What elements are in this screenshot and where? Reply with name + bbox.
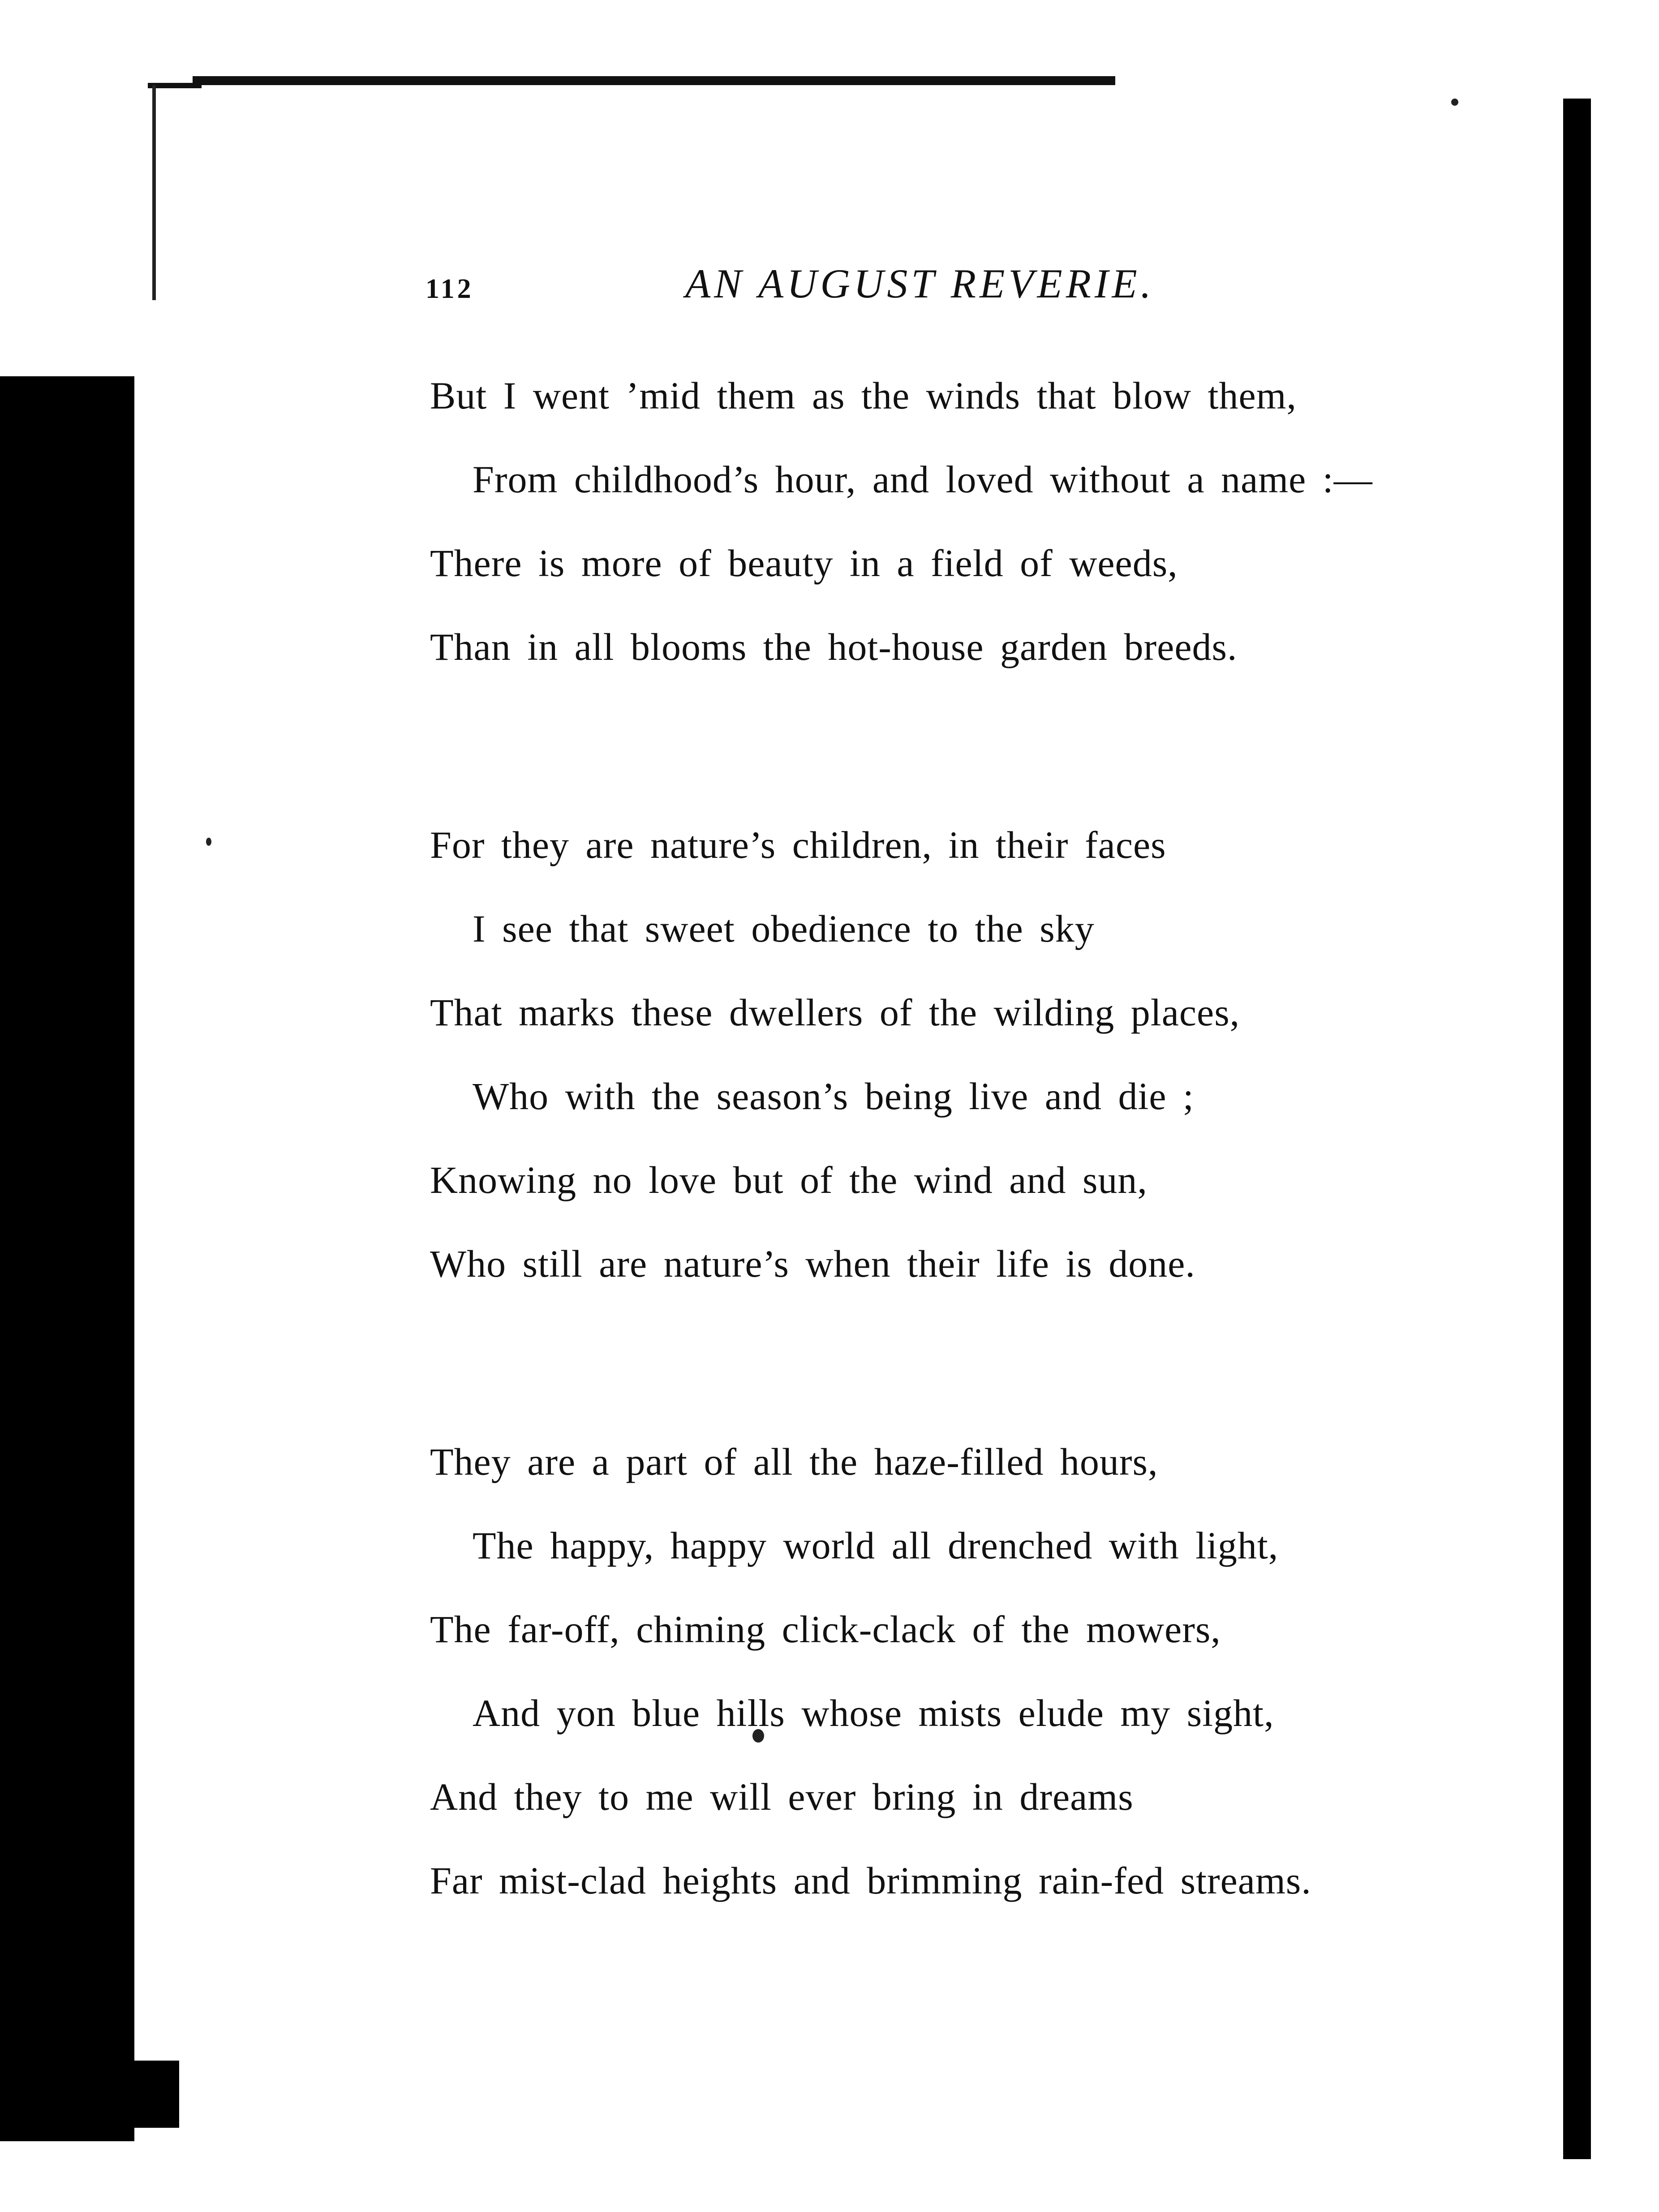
scan-right-edge <box>1563 99 1591 2159</box>
poem-line: Knowing no love but of the wind and sun, <box>430 1158 1148 1201</box>
poem-line: I see that sweet obedience to the sky <box>473 907 1095 950</box>
poem-line: Who with the season’s being live and die ; <box>473 1075 1194 1118</box>
poem-line: The far-off, chiming click-clack of the mowers, <box>430 1608 1221 1651</box>
poem-line: And they to me will ever bring in dreams <box>430 1775 1134 1818</box>
poem-line: Far mist-clad heights and brimming rain-fed streams. <box>430 1859 1311 1902</box>
scan-left-edge <box>0 376 134 2141</box>
poem-body <box>430 354 1505 2037</box>
poem-line: They are a part of all the haze-filled hours, <box>430 1440 1158 1483</box>
poem-line: Than in all blooms the hot-house garden breeds. <box>430 625 1238 668</box>
poem-line: But I went ’mid them as the winds that blow them, <box>430 374 1297 417</box>
scan-left-edge-foot <box>0 2061 179 2128</box>
running-head <box>425 260 1214 314</box>
scan-speck <box>1451 99 1458 106</box>
stanza <box>430 354 1505 689</box>
scan-top-rule-left <box>148 83 202 88</box>
poem-line: And yon blue hills whose mists elude my sight, <box>473 1691 1274 1734</box>
poem-line: There is more of beauty in a field of weeds, <box>430 542 1178 585</box>
poem-line: From childhood’s hour, and loved without a name :— <box>473 458 1373 501</box>
scan-left-fold <box>152 85 156 300</box>
poem-line: That marks these dwellers of the wilding places, <box>430 991 1240 1034</box>
poem-line: For they are nature’s children, in their faces <box>430 823 1166 866</box>
poem-line: The happy, happy world all drenched with light, <box>473 1524 1279 1567</box>
scan-top-rule <box>193 76 1115 85</box>
stanza <box>430 1420 1505 1923</box>
poem-line: Who still are nature’s when their life is done. <box>430 1242 1195 1285</box>
scan-speck <box>206 838 211 846</box>
page-number: 112 <box>425 274 474 304</box>
stanza <box>430 803 1505 1306</box>
page-title: AN AUGUST REVERIE. <box>685 261 1155 306</box>
